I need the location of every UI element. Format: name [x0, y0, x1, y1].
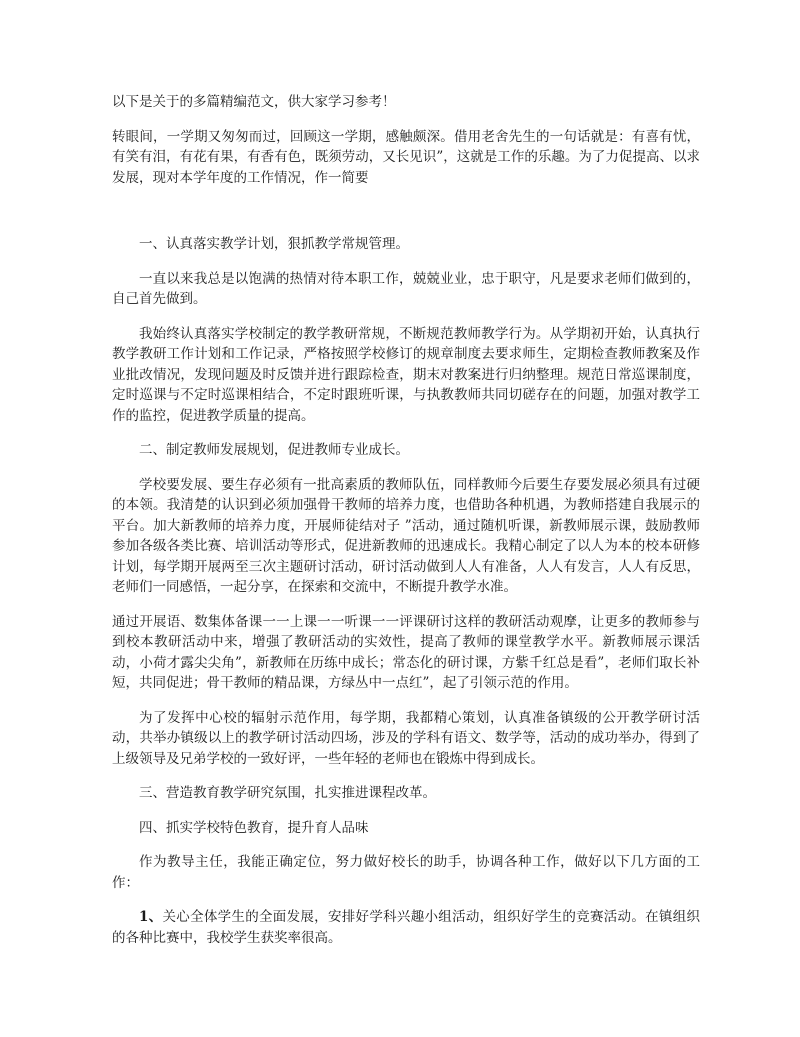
opening-paragraph: 转眼间，一学期又匆匆而过，回顾这一学期，感触颇深。借用老舍先生的一句话就是：有喜有忧，有笑有泪，有花有果，有香有色，既须劳动，又长见识”，这就是工作的乐趣。为了力促提高、以求发展，现对本学年度的工作情况，作一简要	[112, 128, 700, 186]
section-1-heading: 一、认真落实教学计划，狠抓教学常规管理。	[139, 236, 409, 252]
section-3-heading: 三、营造教育教学研究氛围，扎实推进课程改革。	[139, 785, 436, 801]
paragraph-1: 一直以来我总是以饱满的热情对待本职工作，兢兢业业，忠于职守，凡是要求老师们做到的，自己首先做到。	[112, 270, 700, 307]
intro-line: 以下是关于的多篇精编范文，供大家学习参考！	[112, 94, 396, 110]
paragraph-5: 为了发挥中心校的辐射示范作用，每学期，我都精心策划，认真准备镇级的公开教学研讨活动，共举办镇级以上的教学研讨活动四场，涉及的学科有语文、数学等，活动的成功举办，得到了上级领导及兄弟学校的一致好评，一些年轻的老师也在锻炼中得到成长。	[112, 709, 700, 767]
paragraph-3: 学校要发展、要生存必须有一批高素质的教师队伍，同样教师今后要生存要发展必须具有过硬的本领。我清楚的认识到必须加强骨干教师的培养力度，也借助各种机遇，为教师搭建自我展示的平台。加大新教师的培养力度，开展师徒结对子 ”活动，通过随机听课，新教师展示课，鼓励教师参加各级各类比赛、培训活动等形式，促进新教师的迅速成长。我精心制定了以人为本的校本研修计划，每学期开展两至三次主题研讨活动，研讨活动做到人人有准备，人人有发言，人人有反思，老师们一同感悟，一起分享，在探索和交流中，不断提升教学水准。	[112, 476, 700, 595]
paragraph-4: 通过开展语、数集体备课一一上课一一听课一一评课研讨这样的教研活动观摩，让更多的教师参与到校本教研活动中来，增强了教研活动的实效性，提高了教师的课堂教学水平。新教师展示课活动，小荷才露尖尖角”，新教师在历练中成长；常态化的研讨课，方紫千红总是看”，老师们取长补短，共同促进；骨干教师的精品课，方绿丛中一点红”，起了引领示范的作用。	[112, 613, 700, 691]
paragraph-2: 我始终认真落实学校制定的教学教研常规，不断规范教师教学行为。从学期初开始，认真执行教学教研工作计划和工作记录，严格按照学校修订的规章制度去要求师生，定期检查教师教案及作业批改情况，发现问题及时反馈并进行跟踪检查，期末对教案进行归纳整理。规范日常巡课制度，定时巡课与不定时巡课相结合，不定时跟班听课，与执教教师共同切磋存在的问题，加强对教学工作的监控，促进教学质量的提高。	[112, 325, 700, 424]
section-4-heading: 四、抓实学校特色教育，提升育人品味	[139, 819, 369, 836]
list-item-1-text: 关心全体学生的全面发展，安排好学科兴趣小组活动，组织好学生的竞赛活动。在镇组织的各种比赛中，我校学生获奖率很高。	[112, 909, 700, 946]
paragraph-6: 作为教导主任，我能正确定位，努力做好校长的助手，协调各种工作，做好以下几方面的工作：	[112, 854, 700, 891]
list-item-1	[112, 907, 700, 948]
list-item-1-number: 1、	[139, 909, 163, 925]
section-2-heading: 二、制定教师发展规划，促进教师专业成长。	[139, 442, 409, 458]
document-body	[112, 92, 700, 948]
